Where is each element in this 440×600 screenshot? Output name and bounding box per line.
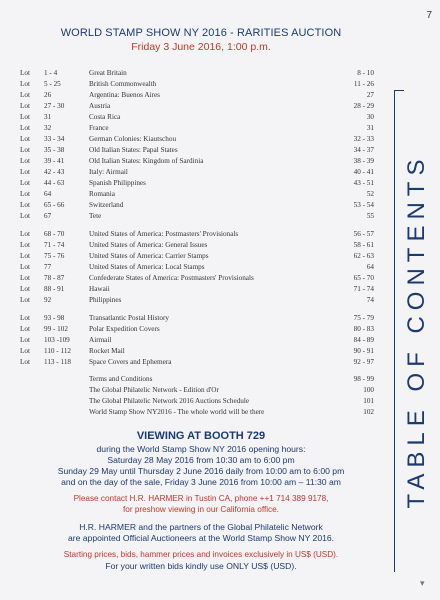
toc-lot-range: 75 - 76 (44, 252, 65, 260)
toc-lot-label: Lot (20, 314, 30, 322)
toc-page-range: 11 - 26 (353, 80, 374, 88)
toc-row (20, 284, 374, 294)
toc-lot-range: 110 - 112 (44, 347, 72, 355)
toc-row (20, 101, 374, 111)
toc-page-range: 43 - 51 (353, 179, 374, 187)
toc-section-title: Space Covers and Ephemera (89, 358, 172, 366)
side-label: TABLE OF CONTENTS (403, 153, 430, 509)
toc-section-title: Philippines (89, 296, 122, 304)
toc-lot-label: Lot (20, 157, 30, 165)
toc-lot-label: Lot (20, 212, 30, 220)
toc-lot-range: 42 - 43 (44, 168, 65, 176)
toc-page-range: 55 (366, 212, 374, 220)
toc-lot-label: Lot (20, 252, 30, 260)
toc-row (20, 407, 374, 417)
toc-lot-range: 93 - 98 (44, 314, 65, 322)
toc-section-title: British Commonwealth (89, 80, 157, 88)
viewing-line: and on the day of the sale, Friday 3 June 2016 from 10:00 am – 11:30 am (61, 477, 341, 487)
toc-lot-label: Lot (20, 263, 30, 271)
toc-lot-range: 35 - 38 (44, 146, 65, 154)
toc-lot-label: Lot (20, 135, 30, 143)
toc-row (20, 346, 374, 356)
toc-page-range: 75 - 79 (353, 314, 374, 322)
toc-lot-label: Lot (20, 285, 30, 293)
toc-lot-label: Lot (20, 168, 30, 176)
toc-page-range: 101 (363, 397, 374, 405)
auction-date: Friday 3 June 2016, 1:00 p.m. (131, 41, 271, 53)
toc-section-title: Tete (89, 212, 102, 220)
toc-page-range: 28 - 29 (353, 102, 374, 110)
toc-row (20, 167, 374, 177)
toc-section-title: The Global Philatelic Network - Edition d'Or (89, 386, 219, 394)
toc-lot-range: 1 - 4 (44, 69, 58, 77)
toc-lot-label: Lot (20, 91, 30, 99)
toc-lot-label: Lot (20, 325, 30, 333)
toc-lot-range: 33 - 34 (44, 135, 65, 143)
toc-page-range: 32 - 33 (353, 135, 374, 143)
toc-lot-label: Lot (20, 69, 30, 77)
toc-lot-range: 39 - 41 (44, 157, 65, 165)
toc-lot-range: 44 - 63 (44, 179, 65, 187)
toc-lot-label: Lot (20, 146, 30, 154)
toc-lot-range: 5 - 25 (44, 80, 61, 88)
toc-section-title: Hawaii (89, 285, 110, 293)
prices-note: Starting prices, bids, hammer prices and invoices exclusively in US$ (USD). (63, 550, 339, 559)
toc-row (20, 335, 374, 345)
toc-page-range: 80 - 83 (353, 325, 374, 333)
toc-row (20, 273, 374, 283)
toc-section-title: United States of America: Carrier Stamps (89, 252, 209, 260)
toc-section-title: Austria (89, 102, 111, 110)
toc-row (20, 123, 374, 133)
toc-section-title: Polar Expedition Covers (89, 325, 160, 333)
toc-lot-range: 27 - 30 (44, 102, 65, 110)
toc-lot-range: 78 - 87 (44, 274, 65, 282)
toc-row (20, 324, 374, 334)
toc-row (20, 68, 374, 78)
toc-row (20, 385, 374, 395)
toc-row (20, 357, 374, 367)
toc-section-title: Argentina: Buenos Aires (89, 91, 160, 99)
contact-line: for preshow viewing in our California office. (123, 505, 279, 514)
toc-lot-label: Lot (20, 336, 30, 344)
partners-line: are appointed Official Auctioneers at the World Stamp Show NY 2016. (67, 533, 335, 543)
toc-lot-range: 26 (44, 91, 52, 99)
toc-row (20, 374, 374, 384)
toc-row (20, 156, 374, 166)
toc-row (20, 262, 374, 272)
toc-lot-range: 88 - 91 (44, 285, 65, 293)
toc-page-range: 34 - 37 (353, 146, 374, 154)
toc-lot-label: Lot (20, 358, 30, 366)
toc-lot-range: 92 (44, 296, 52, 304)
toc-lot-label: Lot (20, 201, 30, 209)
toc-lot-label: Lot (20, 347, 30, 355)
toc-section-title: Rocket Mail (89, 347, 125, 355)
toc-row (20, 396, 374, 406)
toc-row (20, 240, 374, 250)
toc-page-range: 58 - 61 (353, 241, 374, 249)
contact-line: Please contact H.R. HARMER in Tustin CA, phone ++1 714 389 9178, (73, 494, 329, 503)
toc-lot-label: Lot (20, 241, 30, 249)
toc-lot-range: 103 -109 (44, 336, 70, 344)
viewing-line: during the World Stamp Show NY 2016 opening hours: (96, 444, 306, 454)
toc-row (20, 211, 374, 221)
toc-row (20, 229, 374, 239)
toc-row (20, 145, 374, 155)
toc-section-title: Great Britain (89, 69, 127, 77)
toc-row (20, 134, 374, 144)
toc-lot-label: Lot (20, 230, 30, 238)
toc-lot-range: 113 - 118 (44, 358, 72, 366)
toc-page-range: 56 - 57 (353, 230, 374, 238)
toc-section-title: Costa Rica (89, 113, 121, 121)
toc-section-title: Transatlantic Postal History (89, 314, 169, 322)
toc-row (20, 90, 374, 100)
toc-lot-label: Lot (20, 296, 30, 304)
toc-section-title: Spanish Philippines (89, 179, 146, 187)
toc-page-range: 30 (366, 113, 374, 121)
bids-note: For your written bids kindly use ONLY US$ (USD). (105, 561, 297, 571)
toc-page-range: 52 (366, 190, 374, 198)
toc-page-range: 98 - 99 (353, 375, 374, 383)
toc-lot-range: 68 - 70 (44, 230, 65, 238)
toc-page-range: 64 (366, 263, 374, 271)
toc-section-title: Italy: Airmail (89, 168, 128, 176)
toc-lot-label: Lot (20, 274, 30, 282)
toc-lot-range: 64 (44, 190, 52, 198)
toc-lot-range: 32 (44, 124, 52, 132)
toc-section-title: Romania (89, 190, 115, 198)
toc-row (20, 189, 374, 199)
toc-page-range: 90 - 91 (353, 347, 374, 355)
side-divider (394, 90, 404, 91)
toc-lot-label: Lot (20, 80, 30, 88)
toc-lot-label: Lot (20, 190, 30, 198)
toc-lot-range: 31 (44, 113, 52, 121)
viewing-heading: VIEWING AT BOOTH 729 (136, 430, 266, 442)
toc-row (20, 295, 374, 305)
toc-row (20, 200, 374, 210)
toc-section-title: United States of America: General Issues (89, 241, 208, 249)
toc-page-range: 38 - 39 (353, 157, 374, 165)
partners-line: H.R. HARMER and the partners of the Global Philatelic Network (79, 522, 323, 532)
toc-lot-label: Lot (20, 179, 30, 187)
toc-section-title: United States of America: Local Stamps (89, 263, 205, 271)
toc-lot-range: 77 (44, 263, 52, 271)
toc-row (20, 79, 374, 89)
toc-lot-range: 67 (44, 212, 52, 220)
viewing-line: Sunday 29 May until Thursday 2 June 2016 daily from 10:00 am to 6:00 pm (57, 466, 345, 476)
toc-section-title: Old Italian States: Papal States (89, 146, 178, 154)
toc-section-title: Old Italian States: Kingdom of Sardinia (89, 157, 204, 165)
toc-page-range: 65 - 70 (353, 274, 374, 282)
toc-lot-label: Lot (20, 102, 30, 110)
toc-page-range: 40 - 41 (353, 168, 374, 176)
toc-lot-range: 71 - 74 (44, 241, 65, 249)
toc-page-range: 100 (363, 386, 374, 394)
toc-row (20, 313, 374, 323)
toc-lot-range: 65 - 66 (44, 201, 65, 209)
toc-section-title: Confederate States of America: Postmasters' Provisionals (89, 274, 254, 282)
toc-section-title: German Colonies: Kiautschou (89, 135, 177, 143)
toc-lot-range: 99 - 102 (44, 325, 68, 333)
toc-section-title: The Global Philatelic Network 2016 Auctions Schedule (89, 397, 250, 405)
viewing-line: Saturday 28 May 2016 from 10:30 am to 6:00 pm (107, 455, 295, 465)
page-number: 7 (426, 10, 432, 21)
toc-page-range: 84 - 89 (353, 336, 374, 344)
toc-section-title: Switzerland (89, 201, 124, 209)
toc-row (20, 112, 374, 122)
toc-section-title: Terms and Conditions (89, 375, 153, 383)
toc-section-title: France (89, 124, 109, 132)
toc-page-range: 62 - 63 (353, 252, 374, 260)
toc-row (20, 178, 374, 188)
toc-page-range: 74 (366, 296, 374, 304)
toc-page-range: 102 (363, 408, 374, 416)
toc-section-title: World Stamp Show NY2016 - The whole world will be there (89, 408, 265, 416)
toc-section-title: United States of America: Postmasters' Provisionals (89, 230, 239, 238)
toc-lot-label: Lot (20, 113, 30, 121)
toc-lot-label: Lot (20, 124, 30, 132)
auction-title: WORLD STAMP SHOW NY 2016 - RARITIES AUCTION (60, 27, 342, 39)
toc-page-range: 31 (366, 124, 374, 132)
toc-page-range: 53 - 54 (353, 201, 374, 209)
toc-section-title: Airmail (89, 336, 112, 344)
corner-mark: ▾ (420, 578, 425, 588)
toc-page-range: 71 - 74 (353, 285, 374, 293)
toc-row (20, 251, 374, 261)
toc-page-range: 8 - 10 (357, 69, 374, 77)
toc-page-range: 92 - 97 (353, 358, 374, 366)
toc-page-range: 27 (366, 91, 374, 99)
